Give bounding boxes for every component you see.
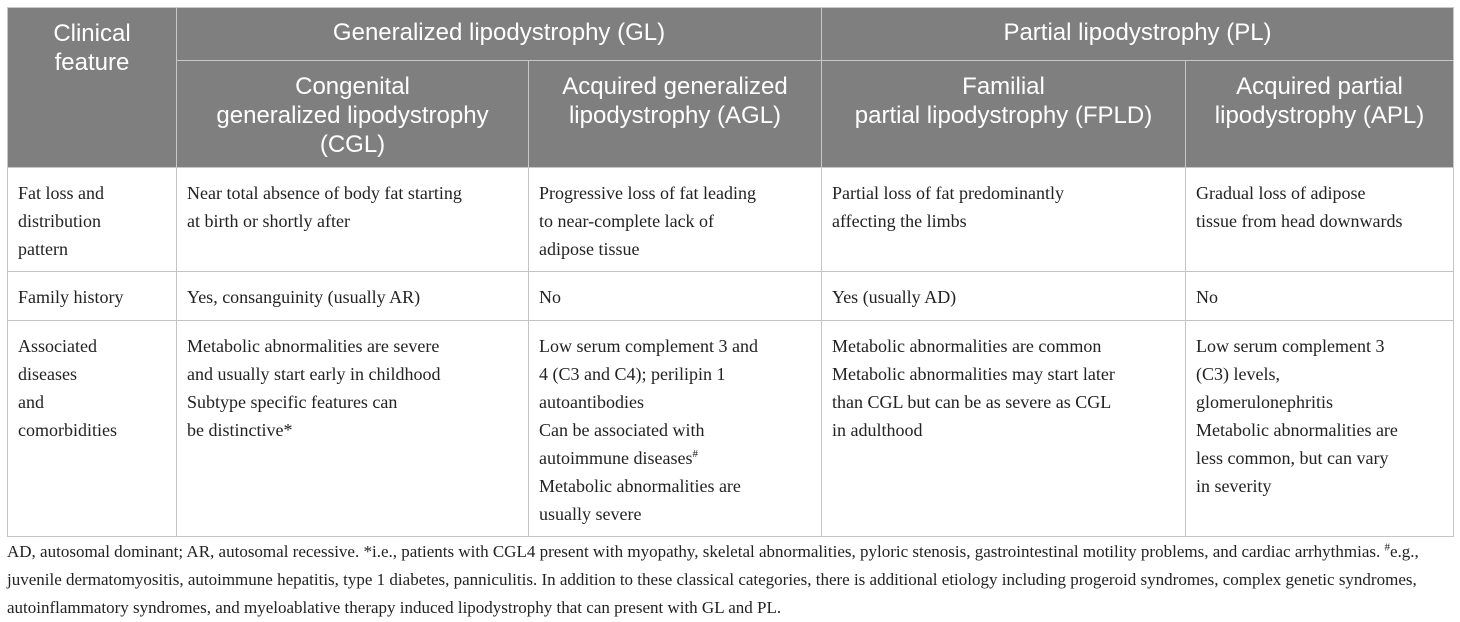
cell-line: affecting the limbs <box>832 211 967 231</box>
header-text-line: Congenital <box>295 73 410 101</box>
cell-line: autoantibodies <box>539 392 644 412</box>
cell-agl <box>529 272 822 321</box>
cell-text: autoimmune diseases <box>539 448 693 468</box>
cell-fpld <box>822 321 1186 537</box>
cell-apl <box>1186 272 1454 321</box>
cell-line: be distinctive* <box>187 420 293 440</box>
cell-line: diseases <box>18 364 77 384</box>
header-text-line: lipodystrophy (APL) <box>1214 102 1425 130</box>
header-text-line: Acquired partial <box>1236 73 1403 101</box>
header-subtype-cgl <box>177 61 529 168</box>
cell-line: Low serum complement 3 <box>1196 336 1385 356</box>
cell-line: Near total absence of body fat starting <box>187 183 462 203</box>
cell-line: usually severe <box>539 504 642 524</box>
cell-fpld <box>822 272 1186 321</box>
cell-line: tissue from head downwards <box>1196 211 1403 231</box>
cell-line: Metabolic abnormalities are <box>539 476 741 496</box>
cell-line: Metabolic abnormalities are common <box>832 336 1102 356</box>
cell-line: distribution <box>18 211 102 231</box>
cell-line: Gradual loss of adipose <box>1196 183 1366 203</box>
header-row-groups <box>8 8 1454 61</box>
table-header <box>8 8 1454 168</box>
cell-line: (C3) levels, <box>1196 364 1280 384</box>
header-text-line: Familial <box>962 73 1045 101</box>
cell-line: glomerulonephritis <box>1196 392 1333 412</box>
table-row-associated-diseases <box>8 321 1454 537</box>
cell-line: Metabolic abnormalities are <box>1196 420 1398 440</box>
cell-line: Metabolic abnormalities are severe <box>187 336 440 356</box>
footnote-marker: # <box>692 448 698 460</box>
cell-line: to near-complete lack of <box>539 211 715 231</box>
cell-fpld <box>822 168 1186 272</box>
header-text-line: lipodystrophy (AGL) <box>568 102 782 130</box>
cell-agl <box>529 321 822 537</box>
footnote-marker: # <box>1384 541 1391 554</box>
cell-line: Progressive loss of fat leading <box>539 183 756 203</box>
header-subtype-apl <box>1186 61 1454 168</box>
header-text-line: partial lipodystrophy (FPLD) <box>854 102 1153 130</box>
header-clinical-feature <box>8 8 177 168</box>
cell-line: No <box>1196 287 1218 307</box>
cell-line: comorbidities <box>18 420 117 440</box>
header-text-line: (CGL) <box>319 131 386 159</box>
cell-line: than CGL but can be as severe as CGL <box>832 392 1112 412</box>
cell-line: adipose tissue <box>539 239 640 259</box>
cell-line: No <box>539 287 561 307</box>
header-text-line: feature <box>54 49 130 76</box>
table-row-family-history <box>8 272 1454 321</box>
cell-line: 4 (C3 and C4); perilipin 1 <box>539 364 726 384</box>
cell-feature <box>8 168 177 272</box>
table-footnote <box>7 538 1453 622</box>
header-subtype-agl <box>529 61 822 168</box>
cell-line: Yes, consanguinity (usually AR) <box>187 287 421 307</box>
header-subtype-fpld <box>822 61 1186 168</box>
cell-agl <box>529 168 822 272</box>
cell-line: pattern <box>18 239 68 259</box>
cell-cgl <box>177 321 529 537</box>
cell-feature <box>8 272 177 321</box>
cell-line: Partial loss of fat predominantly <box>832 183 1064 203</box>
cell-apl <box>1186 321 1454 537</box>
footnote-text-2: e.g., juvenile dermatomyositis, autoimmune hepatitis, type 1 diabetes, panniculitis. In addition to these classical categories, there is additional etiology including progeroid syndromes, complex genetic syndromes, autoinflammatory syndromes, and myeloablative therapy induced lipodystrophy that can present with GL and PL. <box>7 542 1419 617</box>
cell-line: Low serum complement 3 and <box>539 336 758 356</box>
cell-line: in adulthood <box>832 420 923 440</box>
cell-line: Yes (usually AD) <box>832 287 957 307</box>
header-group-pl: Partial lipodystrophy (PL) <box>822 8 1454 61</box>
cell-line: Fat loss and <box>18 183 105 203</box>
cell-line: Associated <box>18 336 97 356</box>
cell-apl <box>1186 168 1454 272</box>
cell-line: Metabolic abnormalities may start later <box>832 364 1115 384</box>
cell-line: in severity <box>1196 476 1272 496</box>
cell-line: and usually start early in childhood <box>187 364 441 384</box>
header-row-subtypes <box>8 61 1454 168</box>
cell-line: Can be associated with <box>539 420 705 440</box>
header-text-line: generalized lipodystrophy <box>216 102 489 130</box>
cell-cgl <box>177 168 529 272</box>
cell-cgl <box>177 272 529 321</box>
cell-line: less common, but can vary <box>1196 448 1389 468</box>
lipodystrophy-table <box>7 7 1454 537</box>
cell-line: at birth or shortly after <box>187 211 350 231</box>
footnote-text-1: AD, autosomal dominant; AR, autosomal recessive. *i.e., patients with CGL4 present with myopathy, skeletal abnormalities, pyloric stenosis, gastrointestinal motility problems, and cardiac arrhythmias. <box>7 542 1385 561</box>
cell-line: Subtype specific features can <box>187 392 398 412</box>
cell-feature <box>8 321 177 537</box>
table-row-fat-loss <box>8 168 1454 272</box>
cell-line: Family history <box>18 287 124 307</box>
cell-line <box>539 444 811 472</box>
cell-line: and <box>18 392 44 412</box>
header-text-line: Clinical <box>53 20 131 47</box>
table-body <box>8 168 1454 537</box>
header-text-line: Acquired generalized <box>562 73 788 101</box>
header-group-gl: Generalized lipodystrophy (GL) <box>177 8 822 61</box>
